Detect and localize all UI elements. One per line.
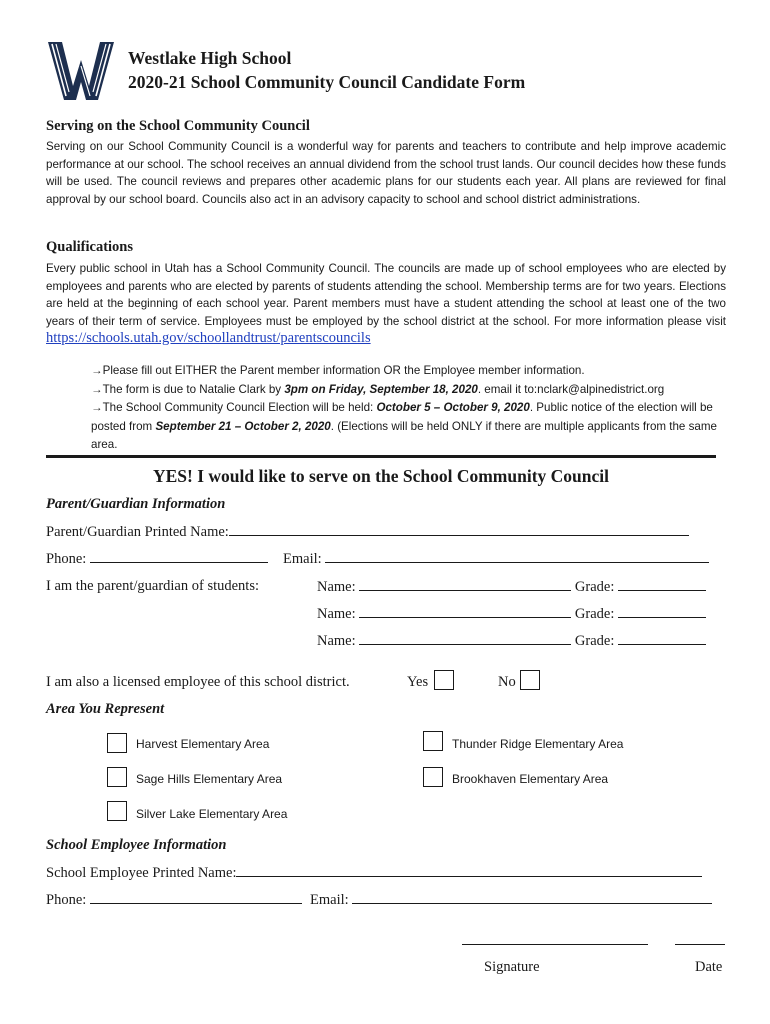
student-name-field[interactable] bbox=[359, 632, 571, 645]
employee-section-label: School Employee Information bbox=[46, 837, 227, 853]
employee-email-field[interactable] bbox=[352, 891, 712, 904]
serving-body: Serving on our School Community Council is a wonderful way for parents and teachers to contribute and help improve academic performance at our school. The school receives an annual dividend from the school trust lands. Our council decides how these funds will be used. The council reviews and prepares other academic plans for our students each year. All plans are reviewed for final approval by our school board. Councils also act in an advisory capacity to school and school district administrations. bbox=[46, 140, 726, 206]
email-label: Email: bbox=[283, 551, 322, 567]
employee-name-field[interactable] bbox=[236, 864, 702, 877]
student-name-field[interactable] bbox=[359, 578, 571, 591]
area-checkbox-brookhaven[interactable] bbox=[423, 767, 443, 787]
area-checkbox-harvest[interactable] bbox=[107, 733, 127, 753]
area-checkbox-thunder-ridge[interactable] bbox=[423, 731, 443, 751]
parentscouncils-link[interactable]: https://schools.utah.gov/schoollandtrust/parentscouncils bbox=[46, 330, 371, 346]
student-row: Name: Grade: bbox=[317, 605, 706, 623]
parent-email-row bbox=[283, 550, 709, 568]
westlake-w-logo bbox=[46, 40, 116, 102]
parent-name-row bbox=[46, 523, 689, 541]
employee-email-row: Email: bbox=[310, 891, 712, 909]
area-checkbox-sage-hills[interactable] bbox=[107, 767, 127, 787]
signature-line[interactable] bbox=[462, 944, 648, 945]
form-title: 2020-21 School Community Council Candidate Form bbox=[128, 72, 526, 92]
note-election: →The School Community Council Election will be held: October 5 – October 9, 2020. Public notice of the election will be posted from September 21 – October 2, 2020. (Elections will be held ONLY if there are multiple applicants from the same area. bbox=[91, 401, 717, 451]
area-checkbox-silver-lake[interactable] bbox=[107, 801, 127, 821]
form-heading: YES! I would like to serve on the School Community Council bbox=[152, 466, 609, 486]
area-label-silver-lake: Silver Lake Elementary Area bbox=[136, 807, 288, 821]
yes-checkbox[interactable] bbox=[434, 670, 454, 690]
signature-label: Signature bbox=[484, 959, 540, 975]
parent-phone-row bbox=[46, 550, 268, 568]
yes-label: Yes bbox=[407, 674, 429, 690]
employee-phone-row: Phone: bbox=[46, 891, 302, 909]
students-label: I am the parent/guardian of students: bbox=[46, 578, 260, 594]
parent-name-label: Parent/Guardian Printed Name: bbox=[46, 524, 229, 540]
instructions bbox=[91, 362, 727, 455]
employee-phone-field[interactable] bbox=[90, 891, 302, 904]
serving-heading: Serving on the School Community Council bbox=[46, 118, 310, 134]
area-label-thunder-ridge: Thunder Ridge Elementary Area bbox=[452, 737, 624, 751]
phone-label: Phone: bbox=[46, 551, 87, 567]
employee-question: I am also a licensed employee of this school district. bbox=[46, 674, 350, 690]
area-label-harvest: Harvest Elementary Area bbox=[136, 737, 270, 751]
parent-email-field[interactable] bbox=[325, 550, 709, 563]
parent-phone-field[interactable] bbox=[90, 550, 268, 563]
date-line[interactable] bbox=[675, 944, 725, 945]
parent-name-field[interactable] bbox=[229, 523, 689, 536]
note-due-date: →The form is due to Natalie Clark by 3pm on Friday, September 18, 2020. email it to:nclark@alpinedistrict.org bbox=[91, 382, 665, 396]
student-grade-field[interactable] bbox=[618, 578, 706, 591]
school-name: Westlake High School bbox=[128, 48, 292, 68]
qualifications-body bbox=[46, 260, 726, 348]
note-fill-out: →Please fill out EITHER the Parent member information OR the Employee member information. bbox=[91, 364, 585, 377]
student-row: Name: Grade: bbox=[317, 578, 706, 596]
no-label: No bbox=[498, 674, 516, 690]
date-label: Date bbox=[695, 959, 723, 975]
area-label-brookhaven: Brookhaven Elementary Area bbox=[452, 772, 609, 786]
student-grade-field[interactable] bbox=[618, 605, 706, 618]
area-label-sage-hills: Sage Hills Elementary Area bbox=[136, 772, 283, 786]
section-divider bbox=[46, 455, 716, 458]
no-checkbox[interactable] bbox=[520, 670, 540, 690]
employee-name-row bbox=[46, 864, 702, 882]
student-row: Name: Grade: bbox=[317, 632, 706, 650]
parent-section-label: Parent/Guardian Information bbox=[46, 496, 226, 512]
employee-name-label: School Employee Printed Name: bbox=[46, 865, 237, 881]
area-section-label: Area You Represent bbox=[46, 701, 165, 717]
qualifications-text: Every public school in Utah has a School Community Council. The councils are made up of school employees who are elected by employees and parents who are elected by parents of students attending the school. Membership terms are for two years. Elections are held at the beginning of each school year. Parent members must have a student attending the school at least one of the two years of their term of service. Employees must be employed by the school district at the school. For more information please visit bbox=[46, 262, 726, 328]
student-grade-field[interactable] bbox=[618, 632, 706, 645]
qualifications-heading: Qualifications bbox=[46, 239, 134, 255]
student-name-field[interactable] bbox=[359, 605, 571, 618]
